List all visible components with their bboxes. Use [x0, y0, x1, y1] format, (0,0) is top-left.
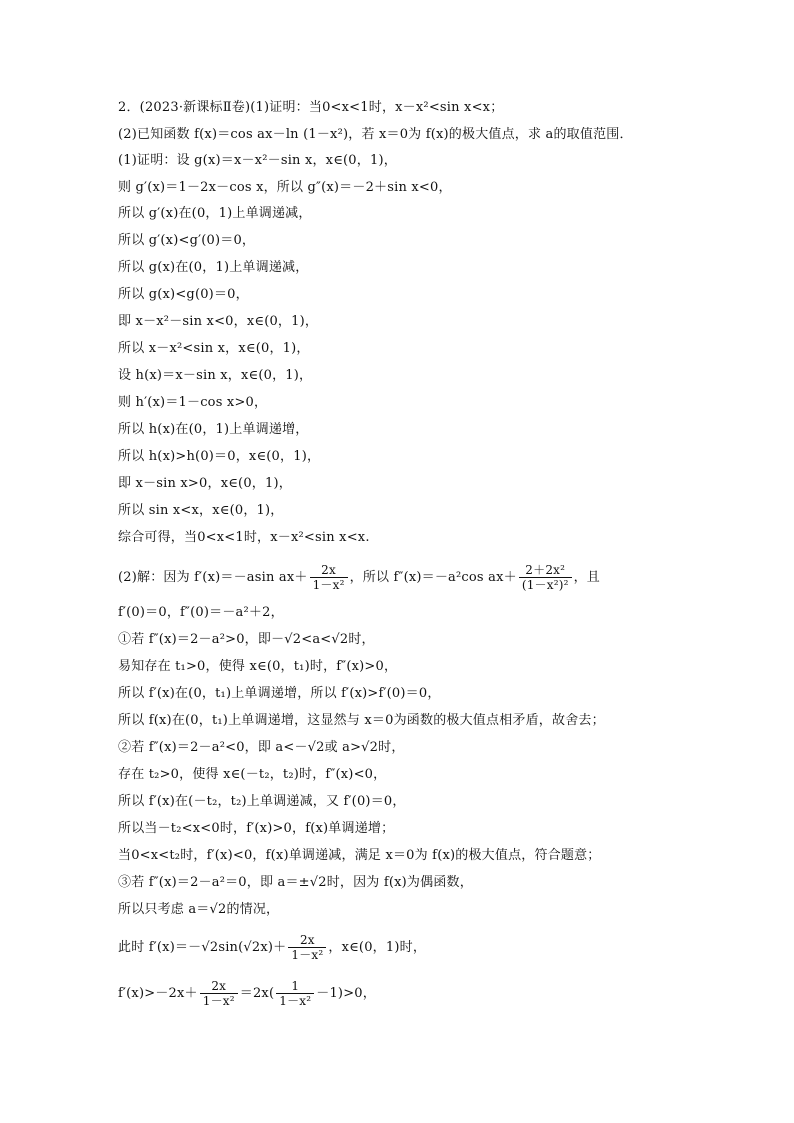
- solution-line: f′(0)＝0，f″(0)＝－a²＋2，: [118, 605, 284, 620]
- solution-line: ③若 f″(x)＝2－a²＝0，即 a＝±√2时，因为 f(x)为偶函数，: [118, 875, 473, 890]
- text-segment: ，x∈(0，1)时，: [328, 940, 427, 955]
- text-segment: (2)解：因为 f′(x)＝－asin ax＋: [118, 570, 308, 585]
- solution-line: 存在 t₂>0，使得 x∈(－t₂，t₂)时，f″(x)<0，: [118, 767, 387, 782]
- fraction-numerator: 2x: [200, 979, 238, 994]
- solution-line: 即 x－sin x>0，x∈(0，1)，: [118, 476, 292, 491]
- fraction-denominator: (1－x²)²: [521, 578, 569, 592]
- fraction: [519, 563, 572, 592]
- solution-line: 综合可得，当0<x<1时，x－x²<sin x<x.: [118, 530, 370, 545]
- solution-line: 所以 f(x)在(0，t₁)上单调递增，这显然与 x＝0为函数的极大值点相矛盾，故舍去；: [118, 713, 605, 728]
- solution-line: 所以只考虑 a＝√2的情况，: [118, 902, 280, 917]
- solution-line-with-fractions: [118, 974, 376, 1014]
- text-segment: ，所以 f″(x)＝－a²cos ax＋: [349, 570, 517, 585]
- solution-line: 所以 g(x)<g(0)＝0，: [118, 287, 249, 302]
- solution-line: 所以 x－x²<sin x，x∈(0，1)，: [118, 341, 310, 356]
- solution-line-with-fractions: [118, 558, 600, 598]
- fraction: [276, 979, 314, 1008]
- solution-line: 所以 f′(x)在(－t₂，t₂)上单调递减，又 f′(0)＝0，: [118, 794, 406, 809]
- solution-line: 所以 h(x)在(0，1)上单调递增，: [118, 422, 309, 437]
- solution-line-with-fractions: [118, 928, 426, 968]
- text-segment: 此时 f′(x)＝－√2sin(√2x)＋: [118, 940, 287, 955]
- solution-line: 所以 g(x)在(0，1)上单调递减，: [118, 260, 309, 275]
- solution-line: ②若 f″(x)＝2－a²<0，即 a<－√2或 a>√2时，: [118, 740, 405, 755]
- solution-line: 当0<x<t₂时，f′(x)<0，f(x)单调递减，满足 x＝0为 f(x)的极大值点，符合题意；: [118, 848, 601, 863]
- fraction-numerator: 2x: [310, 563, 348, 578]
- solution-line: (1)证明：设 g(x)＝x－x²－sin x，x∈(0，1)，: [118, 153, 397, 168]
- text-segment: f′(x)>－2x＋: [118, 986, 198, 1001]
- solution-line: ①若 f″(x)＝2－a²>0，即－√2<a<√2时，: [118, 632, 375, 647]
- fraction-numerator: 2＋2x²: [519, 563, 572, 578]
- solution-line: 易知存在 t₁>0，使得 x∈(0，t₁)时，f″(x)>0，: [118, 659, 398, 674]
- fraction: [288, 933, 326, 962]
- solution-line: 设 h(x)＝x－sin x，x∈(0，1)，: [118, 368, 313, 383]
- fraction: [200, 979, 238, 1008]
- solution-line: 则 h′(x)＝1－cos x>0，: [118, 395, 268, 410]
- problem-statement-line-2: (2)已知函数 f(x)＝cos ax－ln (1－x²)，若 x＝0为 f(x)的极大值点，求 a的取值范围．: [118, 127, 633, 142]
- fraction-numerator: 2x: [288, 933, 326, 948]
- fraction-numerator: 1: [276, 979, 314, 994]
- solution-line: 所以 sin x<x，x∈(0，1)，: [118, 503, 284, 518]
- solution-line: 所以 g′(x)在(0，1)上单调递减，: [118, 206, 312, 221]
- solution-line: 所以 g′(x)<g′(0)＝0，: [118, 233, 256, 248]
- fraction-denominator: 1－x²: [291, 948, 324, 962]
- solution-line: 所以 f′(x)在(0，t₁)上单调递增，所以 f′(x)>f′(0)＝0，: [118, 686, 441, 701]
- text-segment: －1)>0，: [316, 986, 376, 1001]
- problem-statement-line-1: 2．(2023·新课标Ⅱ卷)(1)证明：当0<x<1时，x－x²<sin x<x；: [118, 100, 504, 115]
- fraction: [310, 563, 348, 592]
- fraction-denominator: 1－x²: [279, 994, 312, 1008]
- solution-line: 所以 h(x)>h(0)＝0，x∈(0，1)，: [118, 449, 321, 464]
- solution-line: 所以当－t₂<x<0时，f′(x)>0，f(x)单调递增；: [118, 821, 395, 836]
- solution-line: 即 x－x²－sin x<0，x∈(0，1)，: [118, 314, 319, 329]
- text-segment: ＝2x(: [239, 986, 275, 1001]
- solution-line: 则 g′(x)＝1－2x－cos x，所以 g″(x)＝－2＋sin x<0，: [118, 180, 452, 195]
- text-segment: ，且: [573, 570, 601, 585]
- fraction-denominator: 1－x²: [202, 994, 235, 1008]
- fraction-denominator: 1－x²: [312, 578, 345, 592]
